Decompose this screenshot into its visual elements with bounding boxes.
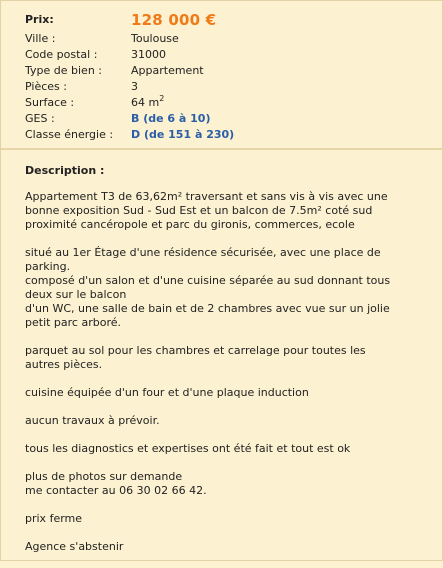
rooms-row — [25, 79, 425, 95]
price-label: Prix: — [25, 13, 54, 26]
city-value: Toulouse — [131, 32, 179, 45]
surface-row — [25, 95, 425, 111]
surface-label: Surface : — [25, 96, 75, 109]
description-paragraph: Appartement T3 de 63,62m² traversant et sans vis à vis avec une bonne exposition Sud - Sud Est et un balcon de 7.5m² coté sud proximité cancéropole et parc du gironis, commerces, ecole — [25, 190, 388, 231]
postal-code-value: 31000 — [131, 48, 166, 61]
ges-row — [25, 111, 425, 127]
city-label: Ville : — [25, 32, 56, 45]
description-paragraph: plus de photos sur demande me contacter au 06 30 02 66 42. — [25, 470, 207, 497]
surface-value — [131, 95, 164, 112]
rooms-value: 3 — [131, 80, 138, 93]
energy-class-row — [25, 127, 425, 143]
property-details — [25, 9, 425, 143]
surface-number: 64 m — [131, 96, 160, 109]
description-paragraph: situé au 1er Étage d'une résidence sécurisée, avec une place de parking. composé d'un salon et d'une cuisine séparée au sud donnant tous deux sur le balcon d'un WC, une salle de bain et de 2 chambres avec vue sur un jolie petit parc arboré. — [25, 246, 391, 329]
energy-class-label: Classe énergie : — [25, 128, 114, 141]
description-paragraph: cuisine équipée d'un four et d'une plaque induction — [25, 386, 309, 399]
postal-code-label: Code postal : — [25, 48, 98, 61]
section-divider — [1, 148, 443, 150]
description-paragraph: tous les diagnostics et expertises ont été fait et tout est ok — [25, 442, 351, 455]
description-title: Description : — [25, 164, 105, 177]
ges-value: B (de 6 à 10) — [131, 112, 211, 125]
property-type-label: Type de bien : — [25, 64, 102, 77]
description-paragraph: aucun travaux à prévoir. — [25, 414, 160, 427]
description-body — [25, 190, 435, 568]
description-paragraph: Agence s'abstenir — [25, 540, 124, 553]
energy-class-value: D (de 151 à 230) — [131, 128, 235, 141]
rooms-label: Pièces : — [25, 80, 67, 93]
property-type-row — [25, 63, 425, 79]
price-row — [25, 9, 425, 31]
ges-label: GES : — [25, 112, 55, 125]
price-value: 128 000 € — [131, 11, 217, 29]
postal-code-row — [25, 47, 425, 63]
surface-unit-superscript: 2 — [159, 94, 165, 103]
description-paragraph: parquet au sol pour les chambres et carrelage pour toutes les autres pièces. — [25, 344, 366, 371]
description-paragraph: prix ferme — [25, 512, 83, 525]
property-type-value: Appartement — [131, 64, 204, 77]
city-row — [25, 31, 425, 47]
